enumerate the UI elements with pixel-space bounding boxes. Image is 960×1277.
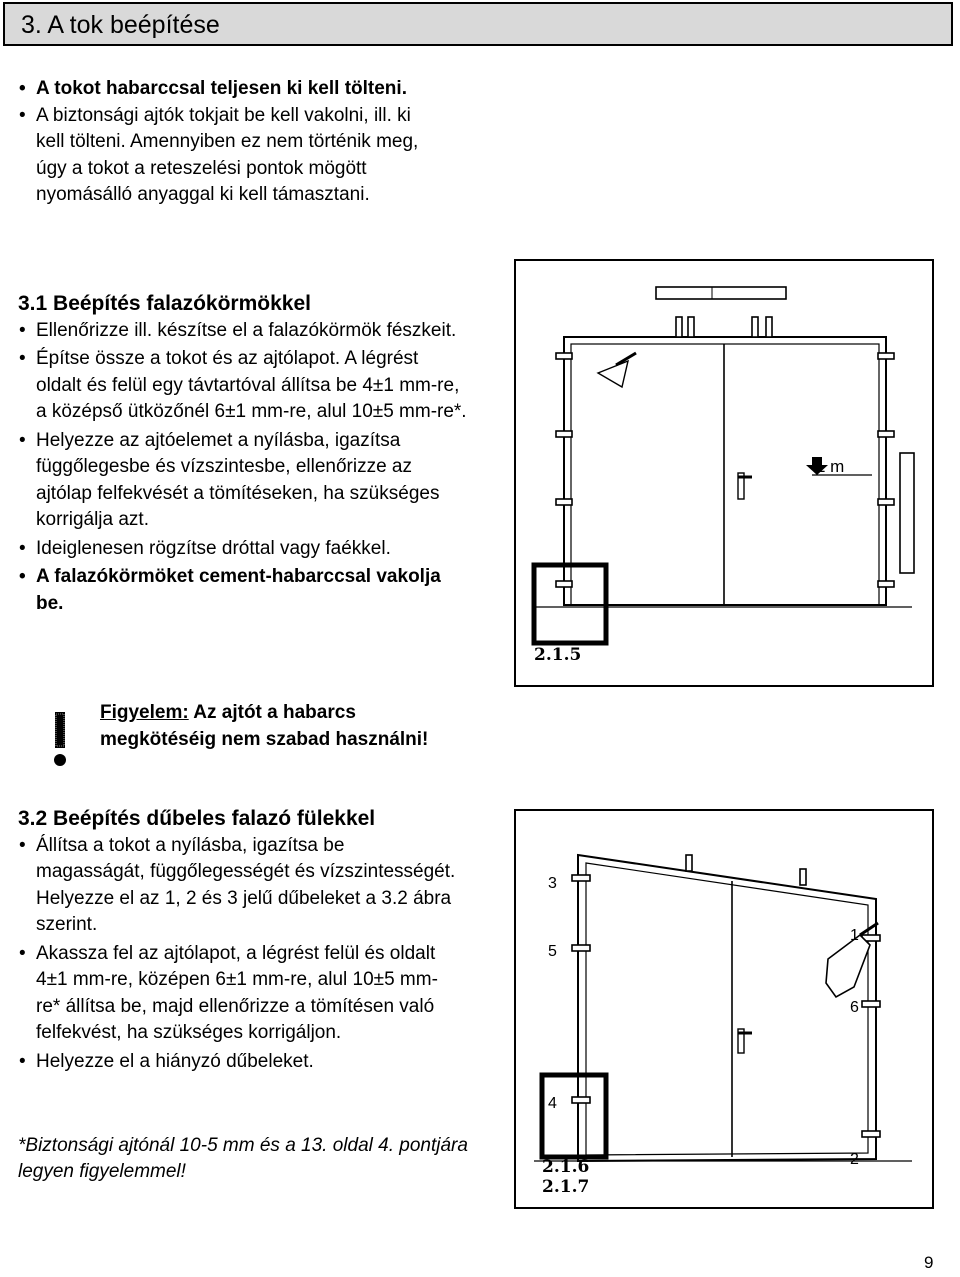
section-3-1: [18, 291, 468, 617]
figure-label-2-1-6: 2.1.6: [542, 1157, 590, 1177]
s31-bullet-2: • Építse össze a tokot és az ajtólapot. A légrést oldalt és felül egy távtartóval állítsa be 4±1 mm-re, a középső ütközőnél 6±1 mm-re, alul 10±5 mm-re*.: [19, 348, 467, 422]
bullet-dot: •: [19, 942, 26, 964]
dowel-number-5: 5: [548, 943, 557, 960]
bullet-dot: •: [19, 78, 26, 99]
bullet-dot: •: [19, 834, 26, 856]
bullet-dot: •: [19, 1050, 26, 1072]
figure-2-1-6-7: [514, 809, 934, 1209]
intro-section: [18, 76, 438, 209]
bullet-dot: •: [19, 429, 26, 451]
dowel-installation-drawing: [516, 811, 932, 1207]
figure-label-2-1-7: 2.1.7: [542, 1177, 590, 1197]
dowel-number-6: 6: [850, 999, 859, 1016]
intro-bullet-2: • A biztonsági ajtók tokjait be kell vakolni, ill. ki kell tölteni. Amennyiben ez nem történik meg, úgy a tokot a reteszelési pontok mögött nyomásálló anyaggal ki kell támasztani.: [19, 104, 419, 205]
section-3-2-title: 3.2 Beépítés dűbeles falazó fülekkel: [18, 807, 376, 830]
section-3-1-title: 3.1 Beépítés falazókörmökkel: [18, 292, 311, 315]
figure-2-1-5: [514, 259, 934, 687]
dowel-number-1: 1: [850, 927, 859, 944]
warning-text: Az ajtót a habarcs megkötéséig nem szabad használni!: [100, 702, 429, 750]
intro-bullet-1: • A tokot habarccsal teljesen ki kell tölteni.: [18, 76, 438, 103]
s31-bullet-3: • Helyezze az ajtóelemet a nyílásba, igazítsa függőlegesbe és vízszintesbe, ellenőrizze az ajtólap felfekvését a tömítéseken, ha szükséges korrigálja azt.: [19, 429, 440, 530]
bullet-dot: •: [19, 348, 26, 369]
bullet-dot: •: [19, 566, 26, 587]
warning-block: [100, 700, 450, 753]
s32-bullet-1: • Állítsa a tokot a nyílásba, igazítsa be magasságát, függőlegességét és vízszintességét. Helyezze el az 1, 2 és 3 jelű dűbeleket a 3.2 ábra szerint.: [19, 834, 456, 935]
exclamation-icon: [52, 710, 68, 770]
s32-bullet-2: • Akassza fel az ajtólapot, a légrést felül és oldalt 4±1 mm-re, középen 6±1 mm-re, alul 10±5 mm-re* állítsa be, majd ellenőrizze a tömítésen való felfekvést, ha szükséges korrigáljon.: [19, 942, 438, 1043]
dowel-number-2: 2: [850, 1151, 859, 1168]
s31-bullet-4: • Ideiglenesen rögzítse dróttal vagy faékkel.: [18, 536, 468, 563]
footnote: *Biztonsági ajtónál 10-5 mm és a 13. oldal 4. pontjára legyen figyelemmel!: [18, 1135, 468, 1182]
s32-bullet-3: • Helyezze el a hiányzó dűbeleket.: [18, 1049, 458, 1076]
section-header-bar: [3, 2, 953, 46]
section-title: 3. A tok beépítése: [21, 11, 220, 39]
door-installation-drawing: [516, 261, 932, 685]
level-marker-label: 1 m: [816, 457, 845, 476]
s31-bullet-1: • Ellenőrizze ill. készítse el a falazókörmök fészkeit.: [18, 318, 468, 345]
bullet-dot: •: [19, 319, 26, 341]
dowel-number-4: 4: [548, 1095, 557, 1112]
s31-bullet-5: • A falazókörmöket cement-habarccsal vakolja be.: [19, 566, 441, 614]
figure-label-2-1-5: 2.1.5: [534, 645, 582, 665]
warning-label: Figyelem:: [100, 702, 189, 723]
bullet-dot: •: [19, 104, 26, 126]
section-3-2: [18, 806, 458, 1075]
page-number: 9: [924, 1253, 934, 1272]
bullet-dot: •: [19, 537, 26, 559]
dowel-number-3: 3: [548, 875, 557, 892]
